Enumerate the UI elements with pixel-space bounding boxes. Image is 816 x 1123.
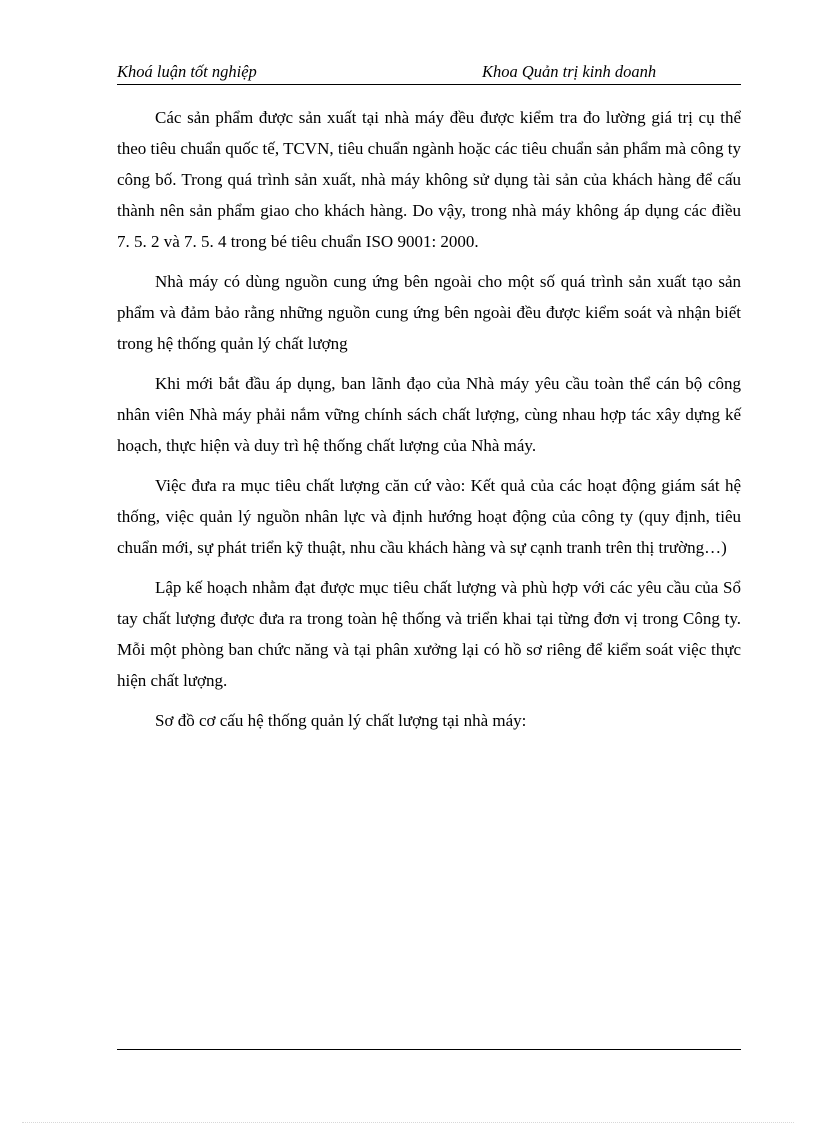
paragraph-diagram-caption: Sơ đồ cơ cấu hệ thống quản lý chất lượng tại nhà máy: — [155, 711, 527, 730]
paragraph-quality-policy: Khi mới bắt đầu áp dụng, ban lãnh đạo của Nhà máy yêu cầu toàn thể cán bộ công nhân viên Nhà máy phải nắm vững chính sách chất lượng, cùng nhau hợp tác xây dựng kế hoạch, thực hiện và duy trì hệ thống chất lượng của Nhà máy. — [117, 374, 741, 455]
document-body — [117, 102, 741, 745]
header-faculty-name: Khoa Quản trị kinh doanh — [482, 62, 657, 81]
footer-divider — [117, 1049, 741, 1050]
paragraph-external-suppliers: Nhà máy có dùng nguồn cung ứng bên ngoài cho một số quá trình sản xuất tạo sản phẩm và đảm bảo rằng những nguồn cung ứng bên ngoài đều được kiểm soát và nhận biết trong hệ thống quản lý chất lượng — [117, 272, 741, 353]
paragraph-planning: Lập kế hoạch nhằm đạt được mục tiêu chất lượng và phù hợp với các yêu cầu của Sổ tay chất lượng được đưa ra trong toàn hệ thống và triển khai tại từng đơn vị trong Công ty. Mỗi một phòng ban chức năng và tại phân xưởng lại có hồ sơ riêng để kiểm soát việc thực hiện chất lượng. — [117, 578, 741, 690]
paragraph-quality-objectives: Việc đưa ra mục tiêu chất lượng căn cứ vào: Kết quả của các hoạt động giám sát hệ thống, việc quản lý nguồn nhân lực và định hướng hoạt động của công ty (quy định, tiêu chuẩn mới, sự phát triển kỹ thuật, nhu cầu khách hàng và sự cạnh tranh trên thị trường…) — [117, 476, 741, 557]
page-header — [117, 60, 741, 85]
paragraph-product-inspection: Các sản phẩm được sản xuất tại nhà máy đều được kiểm tra đo lường giá trị cụ thể theo tiêu chuẩn quốc tế, TCVN, tiêu chuẩn ngành hoặc các tiêu chuẩn sản phẩm mà công ty công bố. Trong quá trình sản xuất, nhà máy không sử dụng tài sản của khách hàng để cấu thành nên sản phẩm giao cho khách hàng. Do vậy, trong nhà máy không áp dụng các điều 7. 5. 2 và 7. 5. 4 trong bé tiêu chuẩn ISO 9001: 2000. — [117, 108, 741, 251]
header-thesis-title: Khoá luận tốt nghiệp — [117, 62, 257, 81]
